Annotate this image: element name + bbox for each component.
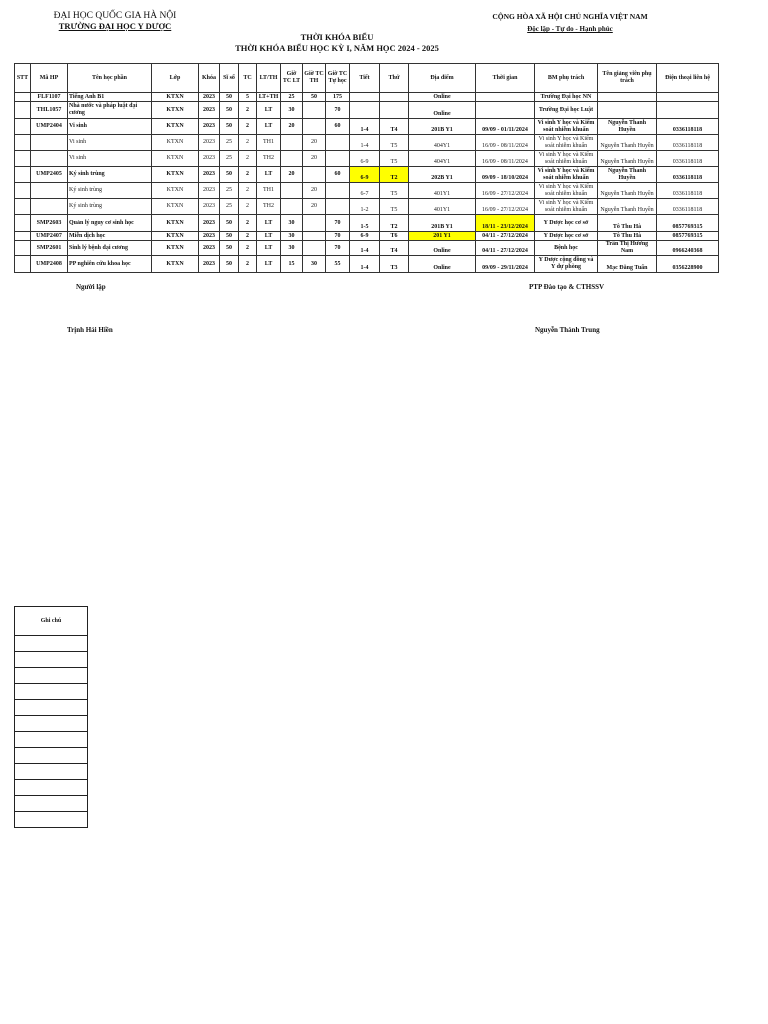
cell-year: 2023 <box>199 256 220 273</box>
note-row <box>15 684 87 700</box>
cell-stt <box>15 183 31 199</box>
note-row <box>15 796 87 812</box>
cell-tiet: 1-5 <box>350 215 380 232</box>
cell-class: KTXN <box>152 183 199 199</box>
cell-time: 04/11 - 27/12/2024 <box>476 232 535 241</box>
cell-tiet: 6-9 <box>350 151 380 167</box>
cell-dept: Y Dược cộng đồng và Y dự phòng <box>535 256 598 273</box>
column-header: Sĩ số <box>220 64 239 93</box>
cell-phone <box>657 93 719 102</box>
cell-year: 2023 <box>199 93 220 102</box>
note-row <box>15 700 87 716</box>
cell-h-th: 20 <box>303 183 326 199</box>
cell-class: KTXN <box>152 93 199 102</box>
column-header: Thứ <box>380 64 409 93</box>
cell-h-lt <box>281 199 303 215</box>
cell-tc: 2 <box>239 102 257 119</box>
motto: Độc lập - Tự do - Hạnh phúc <box>527 25 613 33</box>
cell-stt <box>15 93 31 102</box>
cell-dept: Vi sinh Y học và Kiểm soát nhiễm khuẩn <box>535 135 598 151</box>
cell-year: 2023 <box>199 151 220 167</box>
cell-size: 50 <box>220 102 239 119</box>
cell-phone: 0336118118 <box>657 119 719 135</box>
table-row <box>15 119 719 135</box>
cell-year: 2023 <box>199 102 220 119</box>
cell-place: Online <box>409 241 476 256</box>
cell-teacher: Nguyễn Thanh Huyền <box>598 119 657 135</box>
cell-thu: T4 <box>380 119 409 135</box>
cell-h-lt: 30 <box>281 232 303 241</box>
cell-phone: 0857769315 <box>657 232 719 241</box>
cell-tiet: 6-9 <box>350 167 380 183</box>
cell-code: FLF1107 <box>31 93 68 102</box>
cell-class: KTXN <box>152 135 199 151</box>
cell-tc: 2 <box>239 215 257 232</box>
cell-size: 50 <box>220 256 239 273</box>
cell-phone: 0356228900 <box>657 256 719 273</box>
cell-tiet <box>350 93 380 102</box>
column-header: Tiết <box>350 64 380 93</box>
country-name: CỘNG HÒA XÃ HỘI CHỦ NGHĨA VIỆT NAM <box>492 12 648 21</box>
cell-year: 2023 <box>199 215 220 232</box>
right-signer-role: PTP Đào tạo & CTHSSV <box>529 283 605 291</box>
note-row <box>15 764 87 780</box>
cell-thu: T2 <box>380 215 409 232</box>
cell-place: 201B Y1 <box>409 119 476 135</box>
university-name: ĐẠI HỌC QUỐC GIA HÀ NỘI <box>53 11 177 21</box>
cell-thu: T5 <box>380 135 409 151</box>
table-row <box>15 232 719 241</box>
cell-tiet: 1-4 <box>350 256 380 273</box>
cell-tiet: 1-4 <box>350 241 380 256</box>
cell-time <box>476 93 535 102</box>
cell-code <box>31 151 68 167</box>
cell-h-self: 55 <box>326 256 350 273</box>
page-subtitle: THỜI KHÓA BIỂU HỌC KỲ I, NĂM HỌC 2024 - 2025 <box>235 43 439 53</box>
cell-time: 16/09 - 27/12/2024 <box>476 183 535 199</box>
cell-teacher: Nguyễn Thanh Huyền <box>598 167 657 183</box>
cell-tiet <box>350 102 380 119</box>
cell-h-lt <box>281 135 303 151</box>
header-left <box>40 11 190 31</box>
cell-teacher: Tô Thu Hà <box>598 232 657 241</box>
cell-code: THL1057 <box>31 102 68 119</box>
cell-tiet: 1-4 <box>350 119 380 135</box>
column-header: Thời gian <box>476 64 535 93</box>
cell-name: Ký sinh trùng <box>68 167 152 183</box>
cell-name: Vi sinh <box>68 119 152 135</box>
cell-h-self: 60 <box>326 167 350 183</box>
cell-time: 09/09 - 29/11/2024 <box>476 256 535 273</box>
cell-teacher: Nguyễn Thanh Huyền <box>598 199 657 215</box>
cell-teacher <box>598 102 657 119</box>
cell-h-self <box>326 151 350 167</box>
cell-place: Online <box>409 256 476 273</box>
cell-year: 2023 <box>199 167 220 183</box>
note-row <box>15 652 87 668</box>
cell-tc: 2 <box>239 232 257 241</box>
table-row <box>15 183 719 199</box>
column-header: Mã HP <box>31 64 68 93</box>
cell-lt: TH2 <box>257 151 281 167</box>
cell-thu <box>380 93 409 102</box>
cell-time: 16/09 - 27/12/2024 <box>476 199 535 215</box>
cell-teacher: Nguyễn Thanh Huyền <box>598 183 657 199</box>
cell-dept: Vi sinh Y học và Kiểm soát nhiễm khuẩn <box>535 151 598 167</box>
table-row <box>15 241 719 256</box>
cell-name: Nhà nước và pháp luật đại cương <box>68 102 152 119</box>
cell-size: 50 <box>220 232 239 241</box>
left-signer-name: Trịnh Hải Hiền <box>67 326 113 334</box>
cell-year: 2023 <box>199 119 220 135</box>
cell-place: Online <box>409 102 476 119</box>
school-name: TRƯỜNG ĐẠI HỌC Y DƯỢC <box>58 21 172 31</box>
cell-h-self: 70 <box>326 215 350 232</box>
cell-thu: T3 <box>380 256 409 273</box>
cell-lt: LT <box>257 215 281 232</box>
cell-year: 2023 <box>199 199 220 215</box>
cell-year: 2023 <box>199 232 220 241</box>
cell-class: KTXN <box>152 241 199 256</box>
cell-tc: 2 <box>239 119 257 135</box>
cell-h-th: 30 <box>303 256 326 273</box>
cell-teacher <box>598 93 657 102</box>
cell-stt <box>15 151 31 167</box>
cell-year: 2023 <box>199 135 220 151</box>
table-row <box>15 215 719 232</box>
cell-place: 401Y1 <box>409 199 476 215</box>
cell-dept: Y Dược học cơ sở <box>535 215 598 232</box>
cell-dept: Trường Đại học NN <box>535 93 598 102</box>
cell-name: PP nghiên cứu khoa học <box>68 256 152 273</box>
cell-h-th <box>303 119 326 135</box>
cell-lt: LT <box>257 119 281 135</box>
note-row <box>15 716 87 732</box>
right-signer-name: Nguyễn Thành Trung <box>535 326 600 334</box>
cell-phone: 0336118118 <box>657 183 719 199</box>
cell-phone: 0336118118 <box>657 135 719 151</box>
cell-phone: 0857769315 <box>657 215 719 232</box>
note-row <box>15 812 87 827</box>
cell-h-th <box>303 215 326 232</box>
note-row <box>15 636 87 652</box>
column-header: Tên học phần <box>68 64 152 93</box>
cell-h-lt <box>281 151 303 167</box>
cell-lt: LT <box>257 232 281 241</box>
cell-thu <box>380 102 409 119</box>
cell-phone: 0336118118 <box>657 151 719 167</box>
cell-class: KTXN <box>152 167 199 183</box>
cell-h-self: 175 <box>326 93 350 102</box>
cell-thu: T5 <box>380 183 409 199</box>
cell-stt <box>15 119 31 135</box>
cell-size: 25 <box>220 151 239 167</box>
cell-time <box>476 102 535 119</box>
cell-lt: LT <box>257 241 281 256</box>
cell-place: 401Y1 <box>409 183 476 199</box>
cell-dept: Y Dược học cơ sở <box>535 232 598 241</box>
cell-name: Ký sinh trùng <box>68 183 152 199</box>
table-row <box>15 199 719 215</box>
cell-phone: 0336118118 <box>657 199 719 215</box>
cell-h-lt <box>281 183 303 199</box>
cell-tc: 2 <box>239 135 257 151</box>
cell-size: 50 <box>220 93 239 102</box>
note-row <box>15 668 87 684</box>
cell-tc: 5 <box>239 93 257 102</box>
table-row <box>15 256 719 273</box>
cell-phone <box>657 102 719 119</box>
cell-class: KTXN <box>152 119 199 135</box>
cell-size: 25 <box>220 135 239 151</box>
cell-h-lt: 30 <box>281 215 303 232</box>
cell-class: KTXN <box>152 215 199 232</box>
cell-tc: 2 <box>239 256 257 273</box>
cell-code <box>31 199 68 215</box>
cell-lt: LT+TH <box>257 93 281 102</box>
cell-h-self <box>326 199 350 215</box>
cell-class: KTXN <box>152 232 199 241</box>
cell-time: 04/11 - 27/12/2024 <box>476 241 535 256</box>
cell-tc: 2 <box>239 199 257 215</box>
cell-h-th: 20 <box>303 151 326 167</box>
cell-h-lt: 25 <box>281 93 303 102</box>
cell-place: 404Y1 <box>409 151 476 167</box>
cell-teacher: Nguyễn Thanh Huyền <box>598 151 657 167</box>
header-right <box>470 12 670 33</box>
cell-h-self <box>326 135 350 151</box>
cell-h-th: 50 <box>303 93 326 102</box>
cell-time: 16/09 - 08/11/2024 <box>476 151 535 167</box>
cell-code: UMP2405 <box>31 167 68 183</box>
cell-size: 25 <box>220 183 239 199</box>
cell-lt: TH1 <box>257 135 281 151</box>
cell-dept: Vi sinh Y học và Kiểm soát nhiễm khuẩn <box>535 119 598 135</box>
cell-tiet: 6-7 <box>350 183 380 199</box>
cell-year: 2023 <box>199 183 220 199</box>
table-row <box>15 93 719 102</box>
cell-h-self: 70 <box>326 102 350 119</box>
cell-code <box>31 183 68 199</box>
cell-tiet: 1-4 <box>350 135 380 151</box>
left-signer-role: Người lập <box>76 283 106 291</box>
cell-code: UMP2408 <box>31 256 68 273</box>
cell-tiet: 1-2 <box>350 199 380 215</box>
cell-h-self: 60 <box>326 119 350 135</box>
cell-name: Vi sinh <box>68 135 152 151</box>
cell-stt <box>15 241 31 256</box>
cell-h-lt: 15 <box>281 256 303 273</box>
cell-size: 50 <box>220 241 239 256</box>
cell-tc: 2 <box>239 183 257 199</box>
note-box <box>14 606 88 828</box>
cell-h-th: 20 <box>303 135 326 151</box>
cell-h-lt: 30 <box>281 241 303 256</box>
cell-dept: Vi sinh Y học và Kiểm soát nhiễm khuẩn <box>535 183 598 199</box>
cell-h-lt: 20 <box>281 119 303 135</box>
cell-lt: LT <box>257 167 281 183</box>
note-row <box>15 732 87 748</box>
cell-phone: 0966240368 <box>657 241 719 256</box>
cell-stt <box>15 232 31 241</box>
column-header: STT <box>15 64 31 93</box>
cell-h-th: 20 <box>303 199 326 215</box>
cell-place: Online <box>409 93 476 102</box>
cell-teacher: Mạc Đăng Tuấn <box>598 256 657 273</box>
cell-time: 09/09 - 18/10/2024 <box>476 167 535 183</box>
table-row <box>15 102 719 119</box>
cell-class: KTXN <box>152 256 199 273</box>
cell-teacher: Nguyễn Thanh Huyền <box>598 135 657 151</box>
cell-stt <box>15 215 31 232</box>
column-header: Lớp <box>152 64 199 93</box>
cell-name: Sinh lý bệnh đại cương <box>68 241 152 256</box>
column-header: Tên giảng viên phụ trách <box>598 64 657 93</box>
cell-h-lt: 30 <box>281 102 303 119</box>
column-header: Điện thoại liên hệ <box>657 64 719 93</box>
cell-time: 09/09 - 01/11/2024 <box>476 119 535 135</box>
cell-place: 404Y1 <box>409 135 476 151</box>
cell-place: 201B Y1 <box>409 215 476 232</box>
cell-name: Tiếng Anh B1 <box>68 93 152 102</box>
cell-stt <box>15 102 31 119</box>
cell-place: 202B Y1 <box>409 167 476 183</box>
table-row <box>15 151 719 167</box>
cell-thu: T5 <box>380 199 409 215</box>
cell-name: Quản lý nguy cơ sinh học <box>68 215 152 232</box>
cell-stt <box>15 167 31 183</box>
cell-dept: Trường Đại học Luật <box>535 102 598 119</box>
cell-size: 50 <box>220 167 239 183</box>
column-header: TC <box>239 64 257 93</box>
cell-size: 25 <box>220 199 239 215</box>
cell-h-self: 70 <box>326 232 350 241</box>
cell-name: Ký sinh trùng <box>68 199 152 215</box>
cell-year: 2023 <box>199 241 220 256</box>
cell-thu: T2 <box>380 167 409 183</box>
table-header-row <box>15 64 719 93</box>
column-header: Địa điểm <box>409 64 476 93</box>
cell-thu: T4 <box>380 241 409 256</box>
column-header: Giờ TC TH <box>303 64 326 93</box>
cell-h-self <box>326 183 350 199</box>
cell-tiet: 6-9 <box>350 232 380 241</box>
column-header: BM phụ trách <box>535 64 598 93</box>
cell-h-lt: 20 <box>281 167 303 183</box>
cell-h-th <box>303 232 326 241</box>
cell-code: SMP2601 <box>31 241 68 256</box>
timetable <box>14 63 719 273</box>
cell-size: 50 <box>220 119 239 135</box>
table-row <box>15 167 719 183</box>
cell-class: KTXN <box>152 199 199 215</box>
cell-name: Vi sinh <box>68 151 152 167</box>
cell-time: 16/09 - 08/11/2024 <box>476 135 535 151</box>
cell-tc: 2 <box>239 241 257 256</box>
page-title: THỜI KHÓA BIỂU <box>300 32 374 42</box>
cell-size: 50 <box>220 215 239 232</box>
cell-lt: LT <box>257 256 281 273</box>
cell-code: SMP2603 <box>31 215 68 232</box>
cell-tc: 2 <box>239 151 257 167</box>
cell-code <box>31 135 68 151</box>
cell-h-th <box>303 102 326 119</box>
cell-teacher: Trần Thị Hương Nam <box>598 241 657 256</box>
cell-dept: Vi sinh Y học và Kiểm soát nhiễm khuẩn <box>535 167 598 183</box>
cell-stt <box>15 256 31 273</box>
cell-h-th <box>303 241 326 256</box>
cell-teacher: Tô Thu Hà <box>598 215 657 232</box>
cell-lt: LT <box>257 102 281 119</box>
cell-h-th <box>303 167 326 183</box>
cell-code: UMP2404 <box>31 119 68 135</box>
cell-stt <box>15 199 31 215</box>
table-row <box>15 135 719 151</box>
column-header: LT/TH <box>257 64 281 93</box>
cell-h-self: 70 <box>326 241 350 256</box>
column-header: Giờ TC LT <box>281 64 303 93</box>
column-header: Khóa <box>199 64 220 93</box>
cell-place: 201 Y1 <box>409 232 476 241</box>
cell-class: KTXN <box>152 151 199 167</box>
cell-code: UMP2407 <box>31 232 68 241</box>
cell-phone: 0336118118 <box>657 167 719 183</box>
cell-thu: T5 <box>380 151 409 167</box>
cell-lt: TH2 <box>257 199 281 215</box>
cell-lt: TH1 <box>257 183 281 199</box>
cell-thu: T6 <box>380 232 409 241</box>
cell-time: 18/11 - 23/12/2024 <box>476 215 535 232</box>
table-body <box>15 93 719 273</box>
cell-dept: Bệnh học <box>535 241 598 256</box>
cell-dept: Vi sinh Y học và Kiểm soát nhiễm khuẩn <box>535 199 598 215</box>
note-row <box>15 780 87 796</box>
note-row <box>15 748 87 764</box>
note-title: Ghi chú <box>15 607 87 636</box>
column-header: Giờ TC Tự học <box>326 64 350 93</box>
cell-tc: 2 <box>239 167 257 183</box>
cell-name: Miễn dịch học <box>68 232 152 241</box>
cell-class: KTXN <box>152 102 199 119</box>
cell-stt <box>15 135 31 151</box>
